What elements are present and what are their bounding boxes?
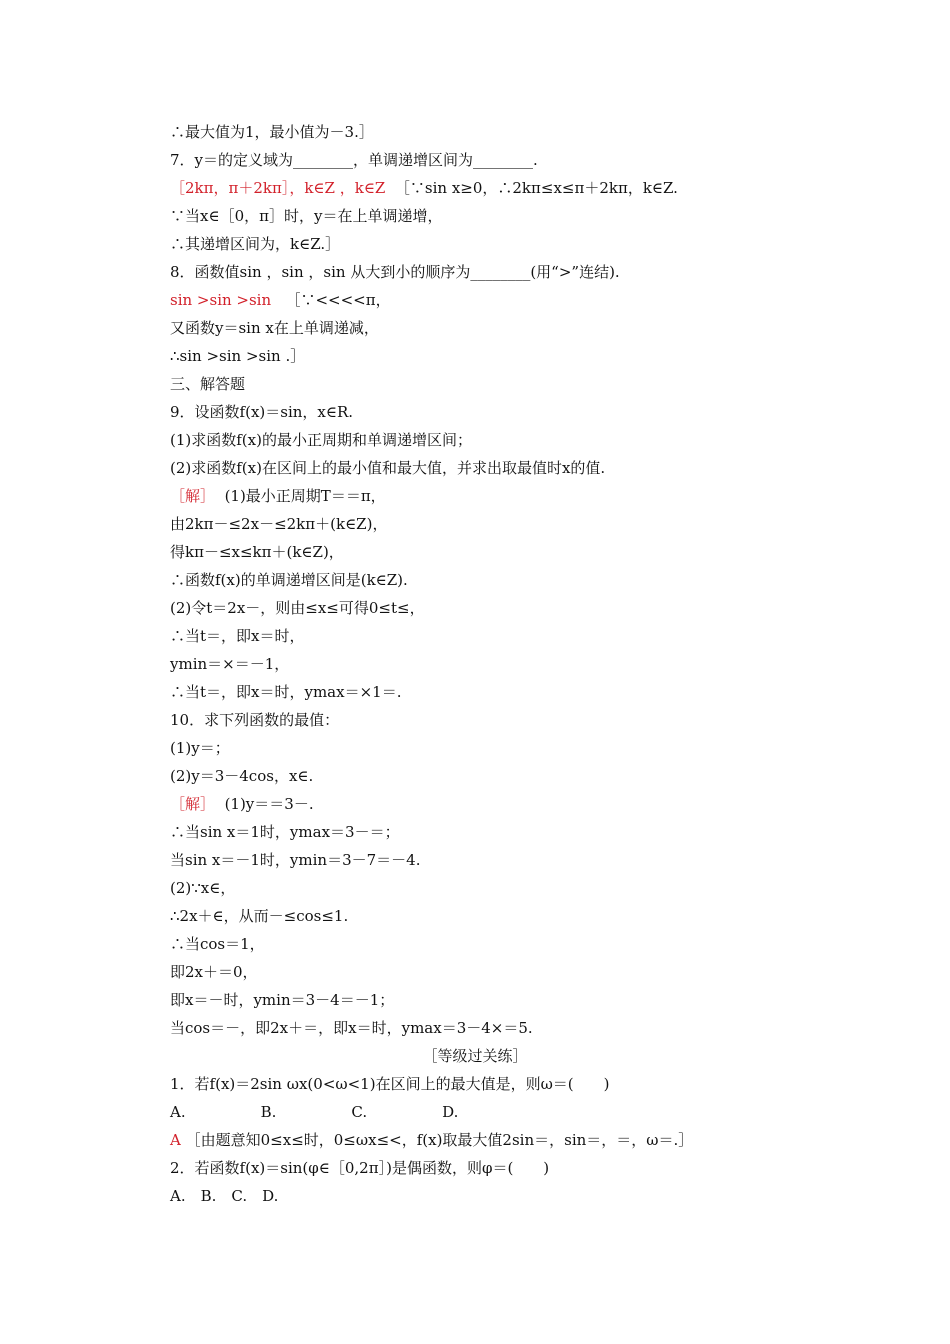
text-line: (2)求函数f(x)在区间上的最小值和最大值，并求出取最值时x的值. [170, 459, 606, 477]
text-line: 得kπ－≤x≤kπ＋(k∈Z)， [170, 543, 344, 561]
text-line: ∵当x∈［0，π］时，y＝在上单调递增， [170, 207, 443, 225]
text-line: ∴当cos＝1， [170, 935, 265, 953]
explanation-text: ［由题意知0≤x≤时，0≤ωx≤<，f(x)取最大值2sin＝，sin＝，＝，ω＝.］ [185, 1131, 694, 1149]
question-7: 7．y＝的定义域为________，单调递增区间为________. [170, 151, 538, 169]
text-line: (2)∵x∈， [170, 879, 236, 897]
explanation-text: ［∵sin x≥0，∴2kπ≤x≤π＋2kπ，k∈Z. [394, 179, 678, 197]
question-9: 9．设函数f(x)＝sin，x∈R. [170, 403, 354, 421]
text-line: ∴当t＝，即x＝时，ymax＝×1＝. [170, 683, 402, 701]
text-line: ∴当t＝，即x＝时， [170, 627, 305, 645]
text-line: ∴sin >sin >sin .］ [170, 347, 306, 365]
text-line: 即x＝－时，ymin＝3－4＝－1； [170, 991, 395, 1009]
text-line: ymin＝×＝－1， [170, 655, 290, 673]
text-line: ∴最大值为1，最小值为－3.］ [170, 123, 374, 141]
text-line: 当sin x＝－1时，ymin＝3－7＝－4. [170, 851, 421, 869]
solution-text: (1)y＝＝3－. [224, 795, 314, 813]
answer-7: ［2kπ，π＋2kπ］，k∈Z ，k∈Z [170, 179, 386, 197]
question-10: 10．求下列函数的最值： [170, 711, 340, 729]
text-line: ∴当sin x＝1时，ymax＝3－＝； [170, 823, 400, 841]
text-line: ∴2x＋∈，从而－≤cos≤1. [170, 907, 349, 925]
answer-7-line [170, 178, 678, 198]
solution-10-line [170, 794, 314, 814]
text-line: ∴其递增区间为，k∈Z.］ [170, 235, 341, 253]
text-line: ∴函数f(x)的单调递增区间是(k∈Z). [170, 571, 408, 589]
question-2: 2．若函数f(x)＝sin(φ∈［0,2π］)是偶函数，则φ＝( ) [170, 1159, 550, 1177]
section-heading: 三、解答题 [170, 375, 246, 393]
choices-1: A. B. C. D. [170, 1103, 459, 1121]
section-heading: ［等级过关练］ [422, 1047, 528, 1065]
solution-label: ［解］ [170, 795, 216, 813]
answer-1-line [170, 1130, 693, 1150]
text-line: 由2kπ－≤2x－≤2kπ＋(k∈Z)， [170, 515, 388, 533]
text-line: (1)y＝； [170, 739, 230, 757]
solution-text: (1)最小正周期T＝＝π， [224, 487, 386, 505]
text-line: 当cos＝－，即2x＋＝，即x＝时，ymax＝3－4×＝5. [170, 1019, 533, 1037]
choices-2: A. B. C. D. [170, 1187, 279, 1205]
question-8: 8．函数值sin ，sin ，sin 从大到小的顺序为________(用“>”连结). [170, 263, 620, 281]
question-1: 1．若f(x)＝2sin ωx(0<ω<1)在区间上的最大值是，则ω＝( ) [170, 1075, 610, 1093]
text-line: (2)y＝3－4cos，x∈. [170, 767, 314, 785]
text-line: (1)求函数f(x)的最小正周期和单调递增区间； [170, 431, 472, 449]
text-line: 即2x＋＝0， [170, 963, 258, 981]
solution-label: ［解］ [170, 487, 216, 505]
solution-9-line [170, 486, 386, 506]
answer-8: sin >sin >sin [170, 291, 272, 309]
answer-1: A [170, 1131, 181, 1149]
answer-8-line [170, 290, 391, 310]
explanation-text: ［∵<<<<π， [285, 291, 391, 309]
text-line: 又函数y＝sin x在上单调递减， [170, 319, 379, 337]
text-line: (2)令t＝2x－，则由≤x≤可得0≤t≤， [170, 599, 425, 617]
